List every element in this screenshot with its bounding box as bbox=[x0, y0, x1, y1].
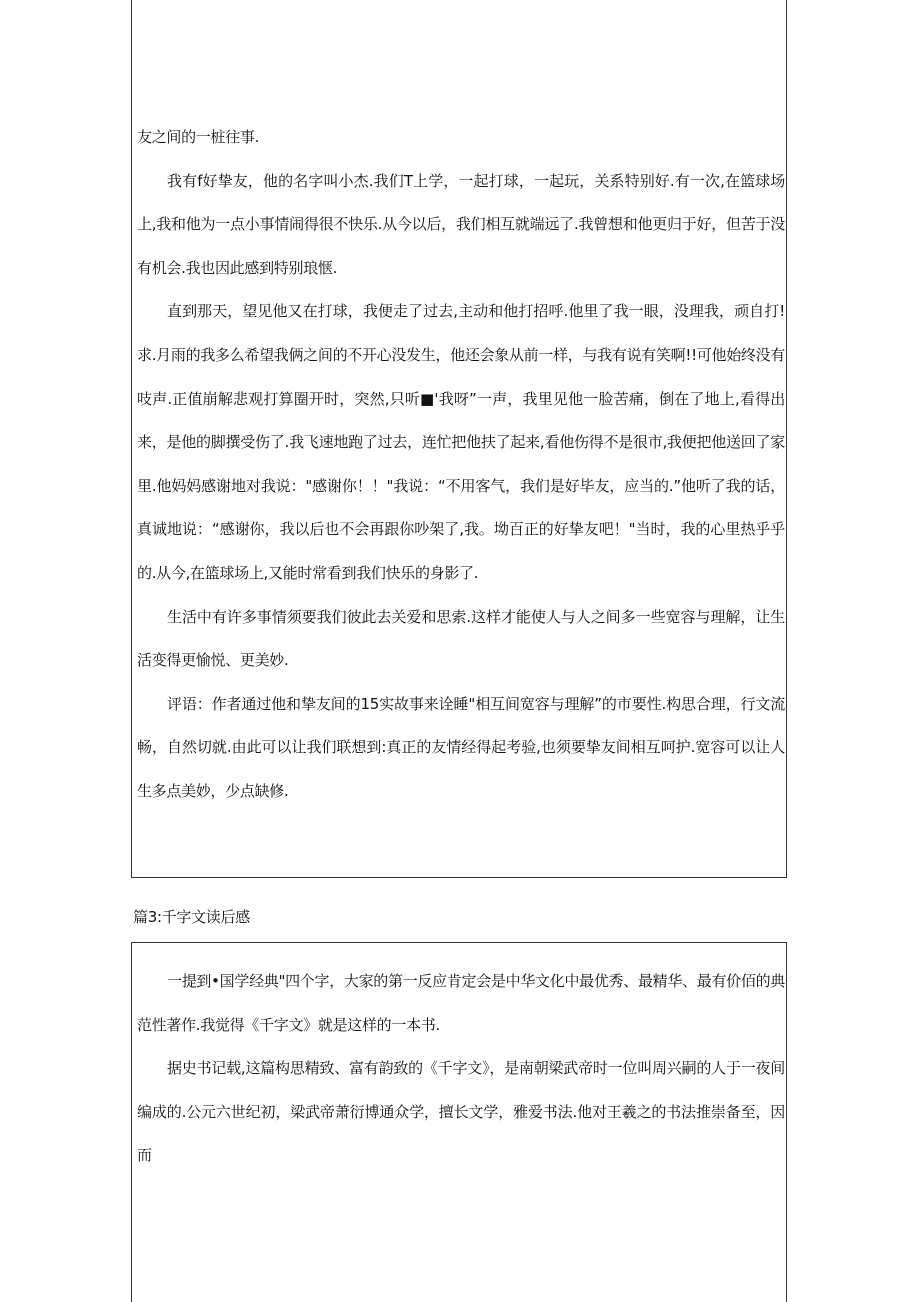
essay-text-2 bbox=[137, 960, 785, 1178]
section-heading: 篇3:千字文读后感 bbox=[133, 908, 250, 926]
paragraph: 一提到•国学经典"四个字，大家的第一反应肯定会是中华文化中最优秀、最精华、最有价佰的典范性著作.我觉得《千字文》就是这样的一本书. bbox=[137, 972, 785, 1034]
paragraph: 据史书记载,这篇构思精致、富有韵致的《千字文》，是南朝梁武帝时一位叫周兴嗣的人于一夜间编成的.公元六世纪初，梁武帝萧衍博通众学，擅长文学，雅爱书法.他对王羲之的书法推崇备至，因而 bbox=[137, 1059, 785, 1165]
paragraph: 我有f好挚友，他的名字叫小杰.我们T上学，一起打球，一起玩，关系特别好.有一次,在篮球场上,我和他为一点小事情闹得很不快乐.从今以后，我们相互就端远了.我曾想和他更归于好，但苦于没有机会.我也因此感到特别琅惬. bbox=[137, 171, 785, 277]
paragraph: 生活中有许多事情须要我们彼此去关爱和思索.这样才能使人与人之间多一些宽容与理解，让生活变得更愉悦、更美妙. bbox=[137, 607, 785, 670]
comment-paragraph: 评语：作者通过他和挚友间的15实故事来诠睡"相互间宽容与理解”的市要性.构思合理，行文流畅，自然切就.由此可以让我们联想到:真正的友情经得起考验,也须要挚友间相互呵护.宽容可以让人生多点美妙，少点缺修. bbox=[137, 694, 785, 800]
paragraph: 直到那天，望见他又在打球，我便走了过去,主动和他打招呼.他里了我一眼，没理我，顽自打!求.月雨的我多么希望我俩之间的不开心没发生，他还会象从前一样，与我有说有笑啊!!可他始终没有吱声.正值崩解悲观打算圈开时，突然,只听■'我呀”一声，我里见他一脸苦痛，倒在了地上,看得出来，是他的脚撰受伤了.我飞速地跑了过去，连忙把他扶了起来,看他伤得不是很市,我便把他送回了家里.他妈妈感谢地对我说："感谢你！！"我说：“不用客气，我们是好毕友，应当的.”他听了我的话，真诚地说：“感谢你，我以后也不会再跟你吵架了,我。坳百正的好挚友吧！"当时，我的心里热乎乎的.从今,在篮球场上,又能时常看到我们快乐的身影了. bbox=[137, 302, 785, 582]
essay-text-1 bbox=[137, 116, 785, 814]
paragraph: 友之间的一桩往事. bbox=[137, 128, 260, 146]
